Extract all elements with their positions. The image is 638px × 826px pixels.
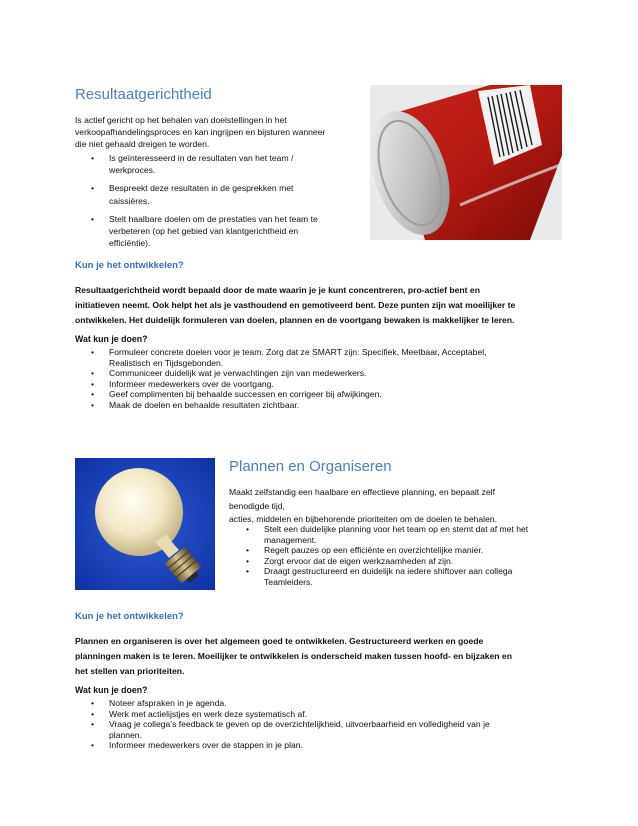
section2-develop-text: [75, 634, 615, 679]
section2-bullets: [238, 524, 578, 588]
section1-develop-title: Kun je het ontwikkelen?: [75, 260, 184, 271]
section1-todo-list: [83, 347, 603, 411]
todo-line: • Werk met actielijstjes en werk deze systematisch af.: [109, 708, 308, 719]
paragraph-line: ontwikkelen. Het duidelijk formuleren van doelen, plannen en de voortgang bewaken is makkelijker te leren.: [75, 315, 515, 325]
todo-line: • Communiceer duidelijk wat je verwachtingen zijn van medewerkers.: [109, 368, 367, 379]
bullet-item: [238, 556, 578, 567]
section2-todo-title: Wat kun je doen?: [75, 685, 148, 695]
bullet-line: werkproces.: [109, 165, 156, 176]
bullet-line: • Bespreekt deze resultaten in de gesprekken met: [109, 183, 294, 194]
can-photo-icon: [370, 85, 562, 240]
bullet-item: [83, 182, 373, 206]
todo-line: • Noteer afspraken in je agenda.: [109, 698, 227, 708]
section1-intro: [75, 114, 365, 151]
todo-line: • Geef complimenten bij behaalde successen en corrigeer bij afwijkingen.: [109, 389, 382, 400]
bullet-item: [238, 545, 578, 556]
intro-line: benodigde tijd,: [229, 500, 285, 511]
section2-intro: [229, 486, 569, 527]
intro-line: die niet gehaald dreigen te worden.: [75, 139, 210, 150]
section2-develop-title: Kun je het ontwikkelen?: [75, 611, 184, 622]
todo-item: [83, 347, 603, 368]
intro-line: Maakt zelfstandig een haalbare en effectieve planning, en bepaalt zelf: [229, 487, 495, 497]
bullet-line: verbeteren (op het gebied van klantgerichtheid en: [109, 226, 299, 237]
bullet-line: efficiëntie).: [109, 238, 151, 249]
todo-item: [83, 698, 603, 709]
todo-line: • Informeer medewerkers over de voortgang.: [109, 378, 274, 389]
todo-item: [83, 709, 603, 720]
bullet-line: caissières.: [109, 195, 150, 206]
section1-bullets: [83, 152, 373, 249]
bullet-item: [238, 566, 578, 587]
todo-item: [83, 719, 603, 740]
todo-line: plannen.: [109, 729, 142, 740]
todo-item: [83, 379, 603, 390]
bullet-line: • Stelt haalbare doelen om de prestaties van het team te: [109, 213, 318, 224]
todo-line: Realistisch en Tijdsgebonden.: [109, 357, 224, 368]
intro-line: Is actief gericht op het behalen van doelstellingen in het: [75, 115, 287, 125]
todo-line: • Formuleer concrete doelen voor je team. Zorg dat ze SMART zijn: Specifiek, Meetbaar, Acceptabel,: [109, 347, 487, 357]
bullet-line: • Draagt gestructureerd en duidelijk na iedere shiftover aan collega: [264, 566, 513, 577]
paragraph-line: het stellen van prioriteiten.: [75, 666, 185, 676]
section2-todo-list: [83, 698, 603, 751]
todo-item: [83, 740, 603, 751]
paragraph-line: planningen maken is te leren. Moeilijker te ontwikkelen is onderscheid maken tussen hoofd- en bijzaken en: [75, 651, 512, 661]
todo-item: [83, 368, 603, 379]
section-title-resultaatgerichtheid: Resultaatgerichtheid: [75, 86, 212, 103]
todo-item: [83, 389, 603, 400]
bullet-line: Teamleiders.: [264, 576, 313, 587]
bullet-line: • Zorgt ervoor dat de eigen werkzaamheden af zijn.: [264, 555, 454, 566]
light-bulb-photo-icon: [75, 458, 215, 590]
bullet-item: [83, 213, 373, 250]
bullet-line: management.: [264, 534, 317, 545]
section1-develop-text: [75, 283, 615, 328]
paragraph-line: initiatieven neemt. Ook helpt het als je vasthoudend en gemotiveerd bent. Deze punten zijn wat moeilijker te: [75, 300, 516, 310]
intro-line: verkoopafhandelingsproces en kan ingrijpen en bijsturen wanneer: [75, 127, 326, 138]
bullet-item: [238, 524, 578, 545]
section-title-plannen-organiseren: Plannen en Organiseren: [229, 458, 392, 475]
bullet-line: • Stelt een duidelijke planning voor het team op en stemt dat af met het: [264, 524, 529, 534]
intro-line: acties, middelen en bijbehorende prioriteiten om de doelen te behalen.: [229, 514, 498, 524]
todo-line: • Informeer medewerkers over de stappen in je plan.: [109, 740, 303, 751]
paragraph-line: Plannen en organiseren is over het algemeen goed te ontwikkelen. Gestructureerd werken en goede: [75, 636, 484, 646]
bullet-item: [83, 152, 373, 176]
bullet-line: • Regelt pauzes op een efficiënte en overzichtelijke manier.: [264, 545, 484, 556]
paragraph-line: Resultaatgerichtheid wordt bepaald door de mate waarin je je kunt concentreren, pro-actief bent en: [75, 285, 480, 295]
bullet-line: • Is geïnteresseerd in de resultaten van het team /: [109, 153, 294, 163]
todo-line: • Vraag je collega’s feedback te geven op de overzichtelijkheid, uitvoerbaarheid en volledigheid van je: [109, 719, 490, 730]
section1-todo-title: Wat kun je doen?: [75, 334, 148, 344]
todo-line: • Maak de doelen en behaalde resultaten zichtbaar.: [109, 399, 300, 410]
todo-item: [83, 400, 603, 411]
